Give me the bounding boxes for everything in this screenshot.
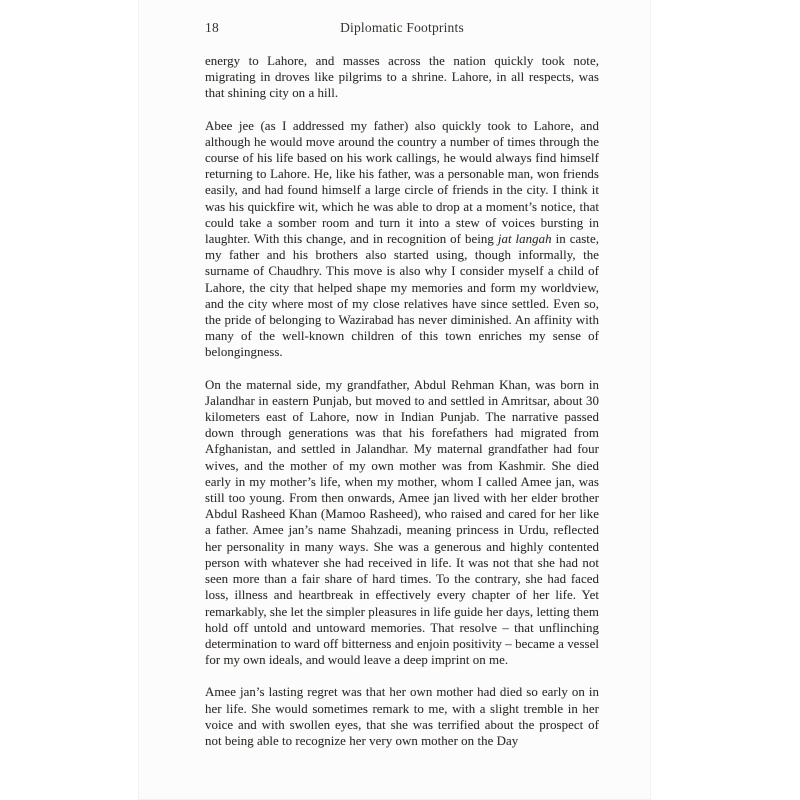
text-run: energy to Lahore, and masses across the nation quickly took note, migrating in droves like pilgrims to a shrine. Lahore, in all respects, was that shining city on a hill. xyxy=(205,54,599,101)
book-page xyxy=(138,0,651,800)
text-run: On the maternal side, my grandfather, Abdul Rehman Khan, was born in Jalandhar in eastern Punjab, but moved to and settled in Amritsar, about 30 kilometers east of Lahore, now in Indian Punjab. The narrative passed down through generations was that his forefathers had migrated from Afghanistan, and settled in Jalandhar. My maternal grandfather had four wives, and the mother of my own mother was from Kashmir. She died early in my mother’s life, when my mother, whom I called Amee jan, was still too young. From then onwards, Amee jan lived with her elder brother Abdul Rasheed Khan (Mamoo Rasheed), who raised and cared for her like a father. Amee jan’s name Shahzadi, meaning princess in Urdu, reflected her personality in many ways. She was a generous and highly contented person with whatever she had received in life. It was not that she had not seen more than a fair share of hard times. To the contrary, she had faced loss, illness and heartbreak in effectively every chapter of her life. Yet remarkably, she let the simpler pleasures in life guide her days, letting them hold off untold and untoward memories. That resolve – that unflinching determination to ward off bitterness and enjoin positivity – became a vessel for my own ideals, and would leave a deep imprint on me. xyxy=(205,377,599,668)
text-run: Abee jee (as I addressed my father) also quickly took to Lahore, and although he would move around the country a number of times through the course of his life based on his work callings, he would always find himself returning to Lahore. He, like his father, was a personable man, won friends easily, and had found himself a large circle of friends in the city. I think it was his quickfire wit, which he was able to drop at a moment’s notice, that could take a somber room and turn it into a stew of voices bursting in laughter. With this change, and in recognition of being xyxy=(205,118,599,247)
page-number: 18 xyxy=(205,20,219,35)
paragraph xyxy=(205,53,599,102)
paragraph xyxy=(205,684,599,749)
running-title: Diplomatic Footprints xyxy=(340,20,464,35)
page-content xyxy=(205,20,599,765)
paragraph xyxy=(205,377,599,669)
page-header xyxy=(205,20,599,38)
italic-phrase: jat langah xyxy=(497,232,552,247)
text-run: Amee jan’s lasting regret was that her own mother had died so early on in her life. She would sometimes remark to me, with a slight tremble in her voice and with swollen eyes, that she was terrified about the prospect of not being able to recognize her very own mother on the Day xyxy=(205,685,599,748)
paragraph xyxy=(205,118,599,361)
text-run: in caste, my father and his brothers also started using, though informally, the surname of Chaudhry. This move is also why I consider myself a child of Lahore, the city that helped shape my memories and form my worldview, and the city where most of my close relatives have since settled. Even so, the pride of belonging to Wazirabad has never diminished. An affinity with many of the well-known children of this town enriches my sense of belongingness. xyxy=(205,232,599,360)
body-text xyxy=(205,53,599,749)
